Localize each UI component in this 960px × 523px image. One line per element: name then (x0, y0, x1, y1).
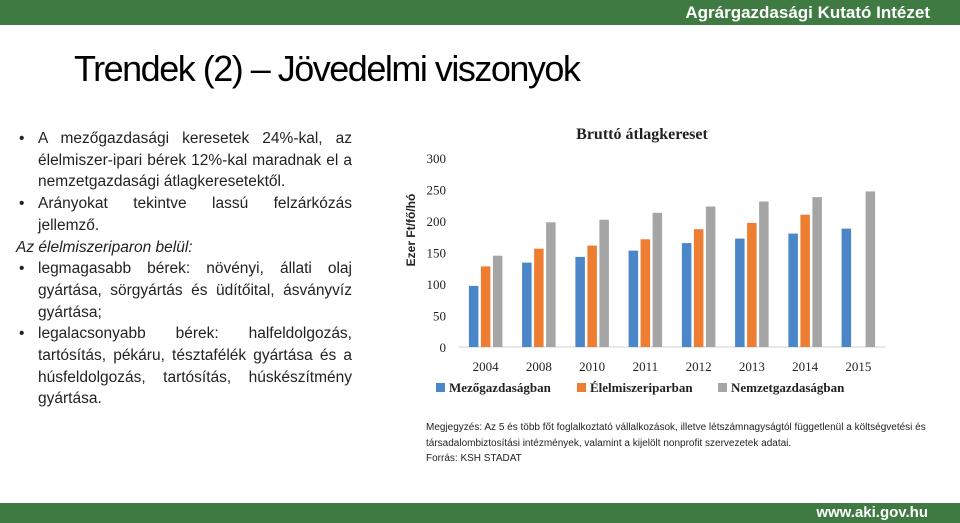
y-tick-label: 50 (433, 308, 446, 324)
y-tick-label: 150 (426, 245, 446, 261)
y-tick-label: 0 (439, 340, 446, 355)
x-tick-label: 2013 (738, 359, 765, 374)
bar (469, 286, 479, 347)
bar (493, 256, 503, 347)
bar (481, 266, 491, 347)
legend-swatch (436, 383, 445, 392)
source-text: Forrás: KSH STADAT (426, 453, 522, 464)
legend-swatch (577, 383, 586, 392)
bar (599, 220, 609, 347)
bar (747, 223, 757, 347)
footnote-text: Megjegyzés: Az 5 és több főt foglalkoztató vállalkozások, illetve létszámnagyságtól függetlenül a költségvetési és társadalombiztosítási intézmények, valamint a kijelölt nonprofit szervezetek adatai. (426, 422, 926, 449)
bullet-text: legmagasabb bérek: növényi, állati olaj gyártása, sörgyártás és üdítőital, ásványvíz gyártása; (38, 260, 352, 321)
bar (653, 213, 663, 347)
bars-group (469, 191, 875, 347)
y-tick-label: 200 (426, 214, 446, 229)
x-tick-label: 2008 (525, 359, 552, 374)
x-tick-label: 2010 (579, 359, 606, 374)
bullet-icon: • (19, 260, 25, 278)
bar (575, 257, 585, 347)
bar (788, 234, 798, 347)
y-tick-label: 300 (426, 151, 446, 166)
legend-label: Élelmiszeriparban (590, 380, 693, 395)
bar (682, 243, 692, 347)
bar (866, 191, 876, 347)
bullet-text: A mezőgazdasági keresetek 24%-kal, az élelmiszer-ipari bérek 12%-kal maradnak el a nemzetgazdasági átlagkeresetektől. (38, 130, 352, 191)
bullet-text: legalacsonyabb bérek: halfeldolgozás, tartósítás, pékáru, tésztafélék gyártása és a húsfeldolgozás, tartósítás, húskészítmény gyártása. (38, 325, 352, 408)
footer-bar (0, 503, 960, 523)
bar (800, 215, 810, 347)
footer-url: www.aki.gov.hu (816, 504, 928, 521)
bar (534, 249, 544, 347)
x-axis-ticks (473, 359, 872, 374)
y-tick-label: 250 (426, 182, 446, 198)
x-tick-label: 2012 (685, 359, 712, 374)
bar (694, 229, 704, 347)
x-tick-label: 2011 (632, 359, 659, 374)
y-axis-ticks (427, 151, 447, 355)
legend-swatch (718, 383, 727, 392)
bar (842, 229, 852, 347)
x-tick-label: 2014 (792, 359, 819, 374)
bullet-icon: • (19, 130, 25, 147)
legend-label: Mezőgazdaságban (449, 380, 551, 395)
y-axis-label: Ezer Ft/fő/hó (404, 193, 418, 267)
bar (706, 207, 716, 348)
slide-title: Trendek (2) – Jövedelmi viszonyok (74, 48, 580, 89)
y-tick-label: 100 (426, 277, 446, 292)
subheading: Az élelmiszeriparon belül: (16, 238, 193, 256)
chart-notes (426, 420, 926, 467)
bar (641, 239, 651, 347)
bar (546, 222, 556, 347)
chart-legend (436, 380, 845, 395)
bar (735, 239, 745, 347)
legend-label: Nemzetgazdaságban (731, 380, 845, 395)
chart-title: Bruttó átlagkereset (576, 126, 708, 143)
bar (587, 246, 597, 347)
bar (812, 197, 822, 347)
organization-title: Agrárgazdasági Kutató Intézet (685, 3, 930, 22)
bar (629, 251, 639, 347)
bullet-text: Arányokat tekintve lassú felzárkózás jellemző. (38, 195, 352, 234)
bar (759, 202, 769, 348)
bullet-icon: • (19, 195, 25, 213)
bullet-icon: • (19, 325, 25, 343)
x-tick-label: 2004 (472, 359, 499, 374)
x-tick-label: 2015 (845, 359, 872, 374)
bar (522, 263, 532, 347)
